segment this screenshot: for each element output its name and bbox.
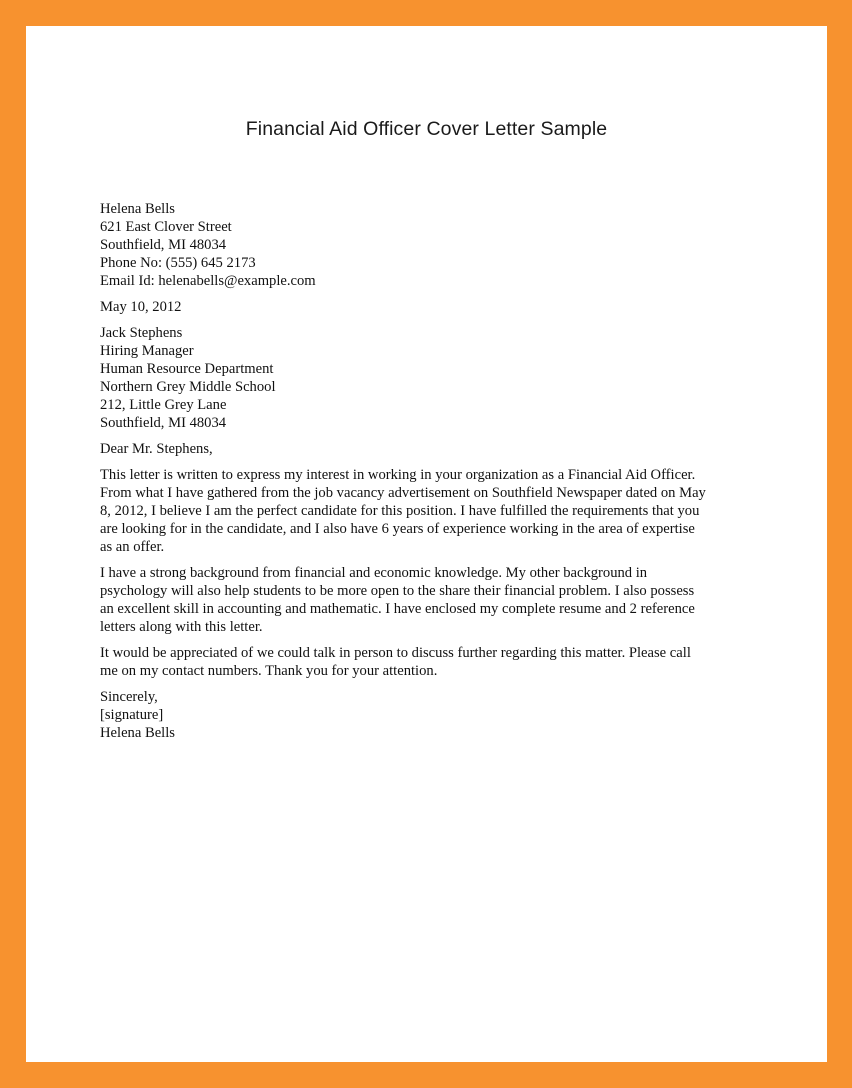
paragraph-line: psychology will also help students to be more open to the share their financial problem. I also possess [100, 583, 695, 599]
recipient-city: Southfield, MI 48034 [100, 415, 227, 431]
signature-placeholder: [signature] [100, 707, 164, 723]
sender-address [100, 200, 790, 290]
valediction: Sincerely, [100, 689, 158, 705]
sender-phone: Phone No: (555) 645 2173 [100, 255, 256, 271]
paragraph-line: This letter is written to express my interest in working in your organization as a Financial Aid Officer. [100, 467, 696, 483]
letter-date: May 10, 2012 [100, 299, 182, 315]
paragraph-line: an excellent skill in accounting and mathematic. I have enclosed my complete resume and 2 reference [100, 601, 695, 617]
page-title: Financial Aid Officer Cover Letter Sample [245, 118, 608, 140]
paragraph-line: me on my contact numbers. Thank you for your attention. [100, 663, 438, 679]
recipient-title: Hiring Manager [100, 343, 194, 359]
paragraph-3 [100, 644, 790, 680]
paragraph-line: are looking for in the candidate, and I also have 6 years of experience working in the area of expertise [100, 521, 695, 537]
recipient-address [100, 324, 790, 432]
sender-name: Helena Bells [100, 201, 175, 217]
salutation: Dear Mr. Stephens, [100, 441, 213, 457]
sender-street: 621 East Clover Street [100, 219, 232, 235]
recipient-organization: Northern Grey Middle School [100, 379, 276, 395]
paragraph-line: I have a strong background from financial and economic knowledge. My other background in [100, 565, 648, 581]
paragraph-1 [100, 466, 790, 556]
recipient-department: Human Resource Department [100, 361, 274, 377]
letter-page [26, 26, 827, 1062]
sender-city: Southfield, MI 48034 [100, 237, 227, 253]
recipient-street: 212, Little Grey Lane [100, 397, 227, 413]
sender-email: Email Id: helenabells@example.com [100, 273, 316, 289]
paragraph-line: letters along with this letter. [100, 619, 263, 635]
recipient-name: Jack Stephens [100, 325, 183, 341]
paragraph-line: 8, 2012, I believe I am the perfect candidate for this position. I have fulfilled the requirements that you [100, 503, 700, 519]
letter-body [100, 200, 790, 742]
paragraph-2 [100, 564, 790, 636]
closing-name: Helena Bells [100, 725, 175, 741]
paragraph-line: It would be appreciated of we could talk in person to discuss further regarding this matter. Please call [100, 645, 691, 661]
paragraph-line: as an offer. [100, 539, 165, 555]
letter-closing [100, 688, 790, 742]
paragraph-line: From what I have gathered from the job vacancy advertisement on Southfield Newspaper dated on May [100, 485, 706, 501]
